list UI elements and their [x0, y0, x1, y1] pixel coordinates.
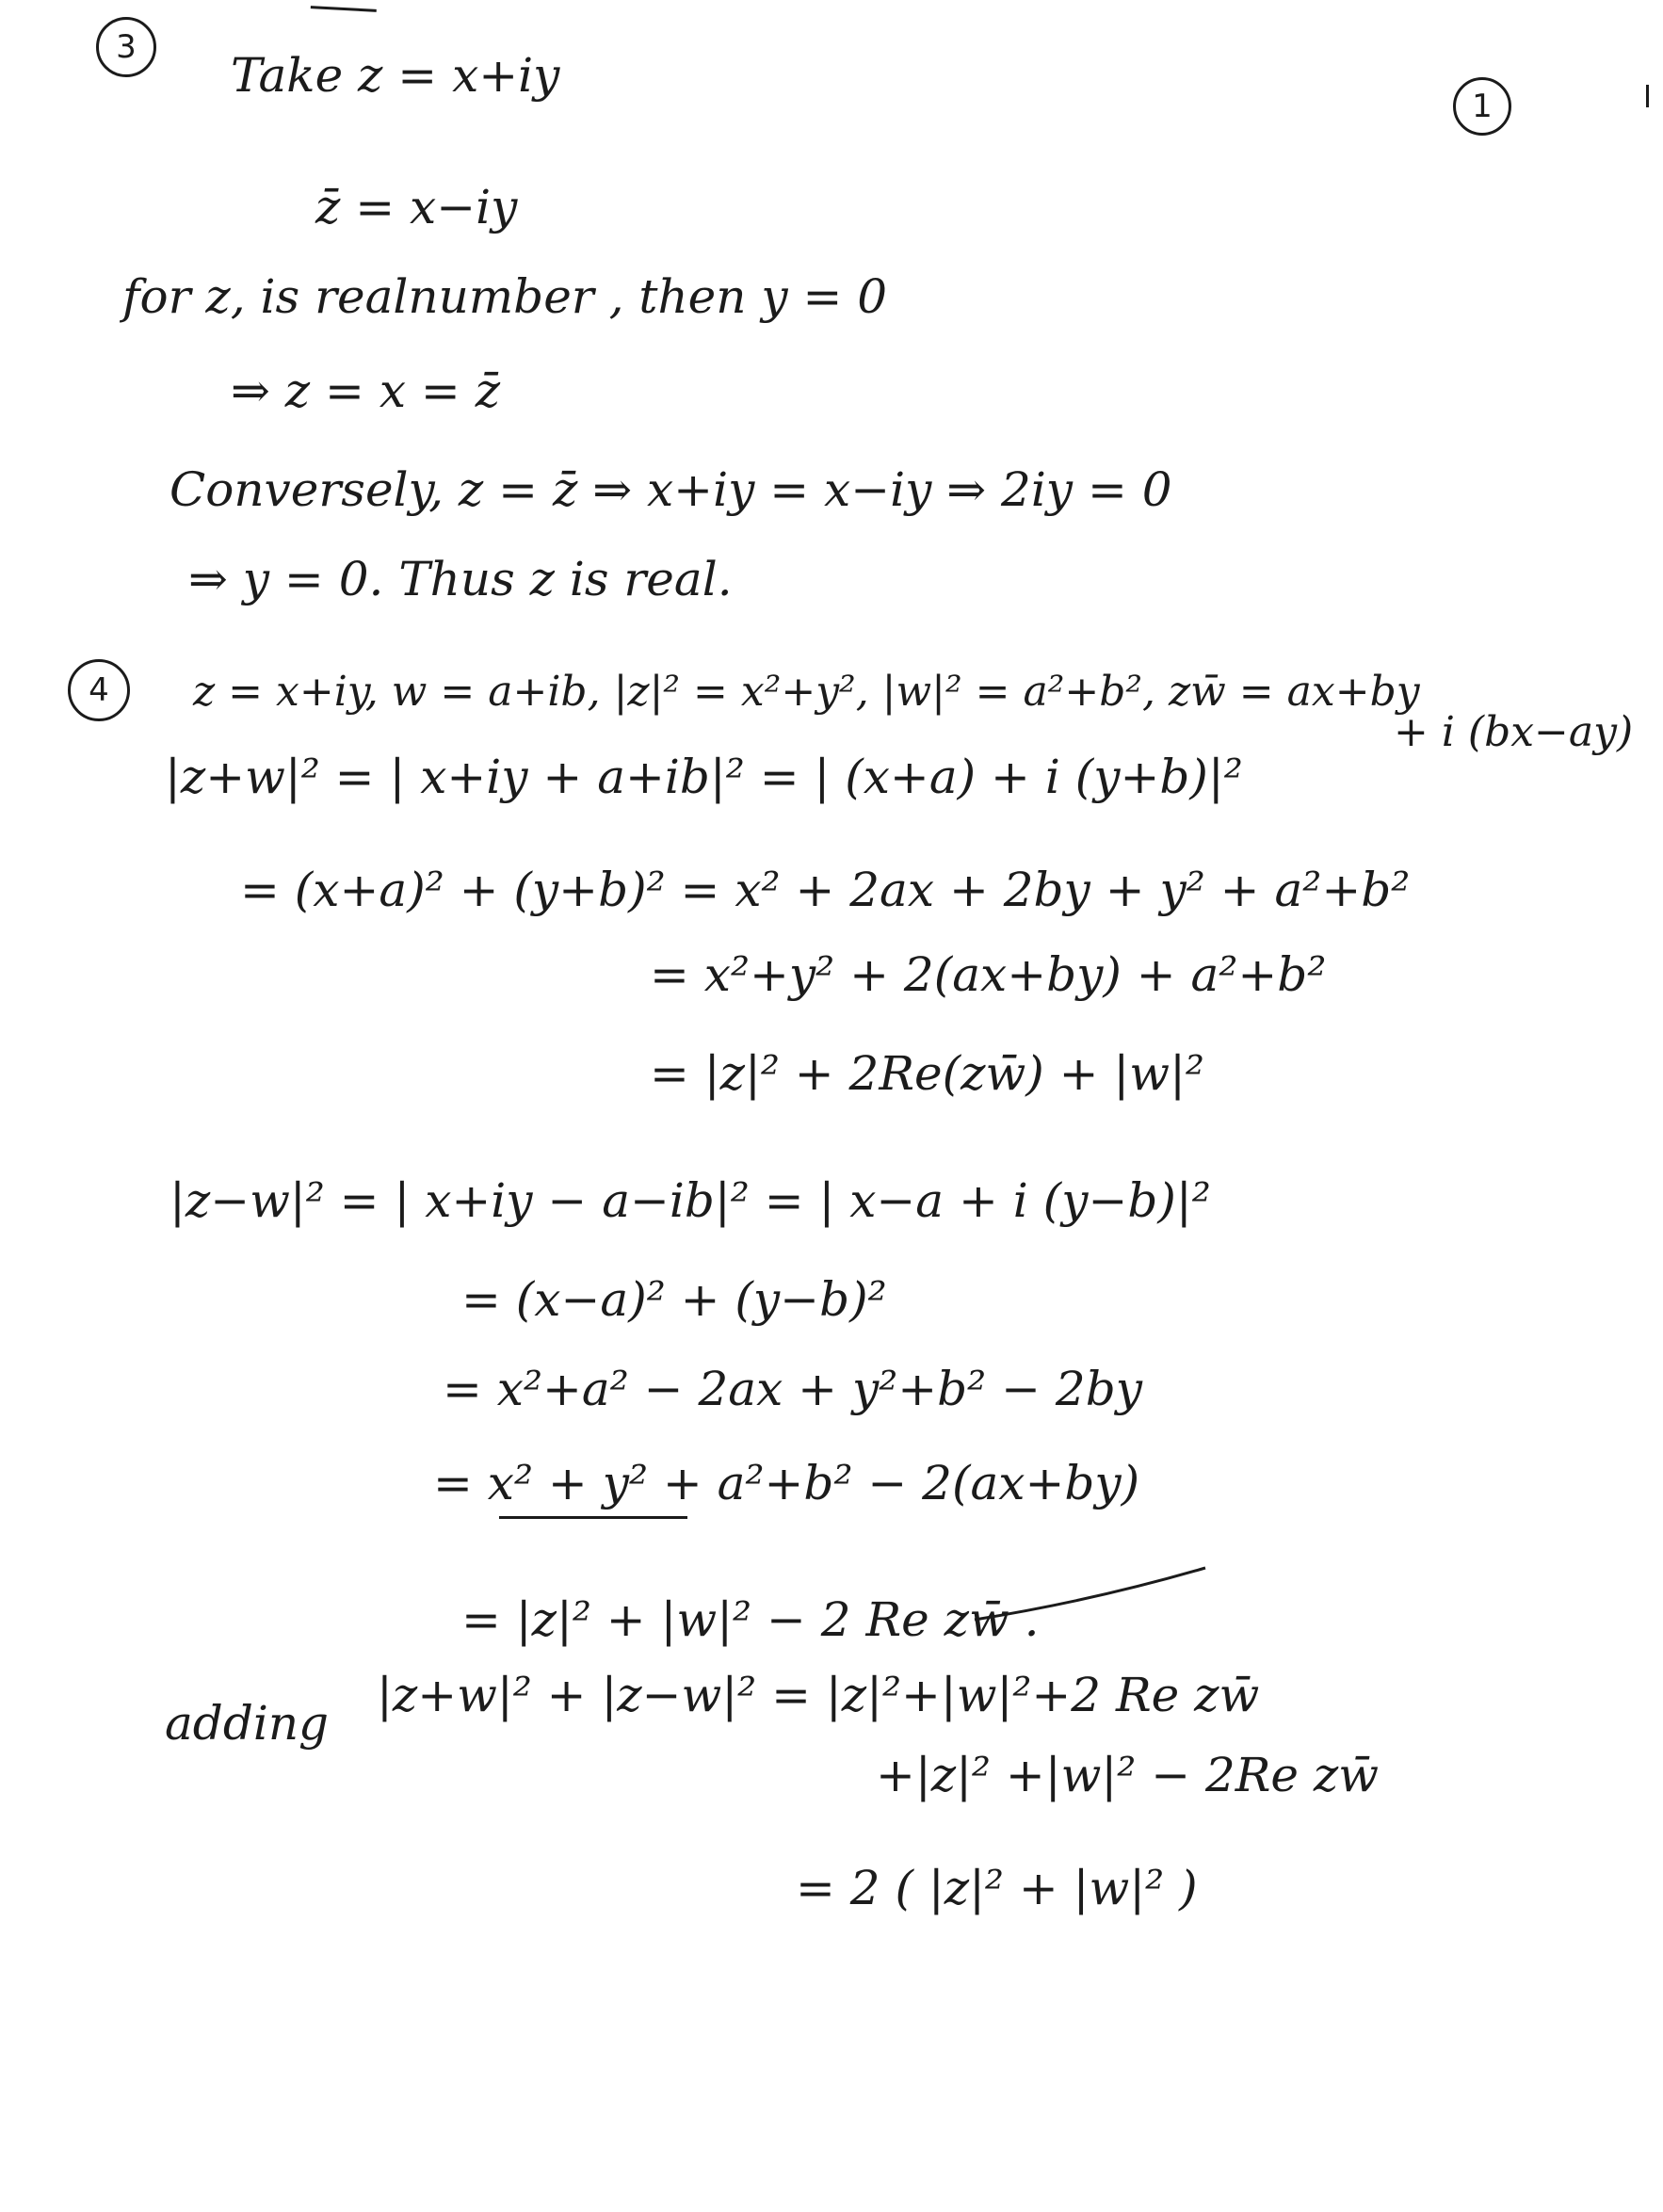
- top-pen-mark: [311, 0, 377, 12]
- page-number-badge: [1453, 77, 1511, 136]
- adding-continuation: +|z|² +|w|² − 2Re zw̄: [876, 1748, 1380, 1802]
- diff-line-3: = x²+a² − 2ax + y²+b² − 2by: [443, 1362, 1142, 1416]
- q4-definitions: z = x+iy, w = a+ib, |z|² = x²+y², |w|² = a²+b², zw̄ = ax+by: [193, 668, 1420, 716]
- q3-line-3: for z, is realnumber , then y = 0: [122, 269, 888, 324]
- question-3-number: 3: [116, 28, 137, 66]
- diff-line-2: = (x−a)² + (y−b)²: [461, 1272, 887, 1327]
- diff-line-4: = x² + y² + a²+b² − 2(ax+by): [433, 1456, 1140, 1510]
- edge-pen-mark: [1646, 85, 1649, 107]
- q3-line-4: ⇒ z = x = z̄: [231, 363, 501, 418]
- final-result: = 2 ( |z|² + |w|² ): [796, 1861, 1198, 1915]
- flourish-mark: [970, 1563, 1215, 1629]
- sum-line-4: = |z|² + 2Re(zw̄) + |w|²: [650, 1046, 1204, 1101]
- q3-line-5: Conversely, z = z̄ ⇒ x+iy = x−iy ⇒ 2iy = 0: [170, 462, 1172, 517]
- diff-line-5: = |z|² + |w|² − 2 Re zw̄ .: [461, 1592, 1040, 1647]
- q3-line-2: z̄ = x−iy: [315, 180, 518, 234]
- q4-definitions-cont: + i (bx−ay): [1394, 708, 1634, 756]
- diff-line-1: |z−w|² = | x+iy − a−ib|² = | x−a + i (y−b)|²: [170, 1173, 1211, 1228]
- question-4-badge: [68, 659, 130, 721]
- q3-line-6: ⇒ y = 0. Thus z is real.: [188, 552, 733, 606]
- sum-line-2: = (x+a)² + (y+b)² = x² + 2ax + 2by + y² + a²+b²: [240, 863, 1411, 917]
- q3-line-1: Take z = x+iy: [231, 48, 560, 103]
- sum-line-1: |z+w|² = | x+iy + a+ib|² = | (x+a) + i (y+b)|²: [165, 750, 1243, 804]
- underline-mark: [499, 1516, 687, 1519]
- page-number: 1: [1472, 88, 1493, 125]
- adding-label: adding: [165, 1696, 330, 1751]
- sum-line-3: = x²+y² + 2(ax+by) + a²+b²: [650, 947, 1327, 1002]
- question-3-badge: [96, 17, 156, 77]
- adding-expression: |z+w|² + |z−w|² = |z|²+|w|²+2 Re zw̄: [377, 1668, 1260, 1722]
- question-4-number: 4: [89, 671, 109, 709]
